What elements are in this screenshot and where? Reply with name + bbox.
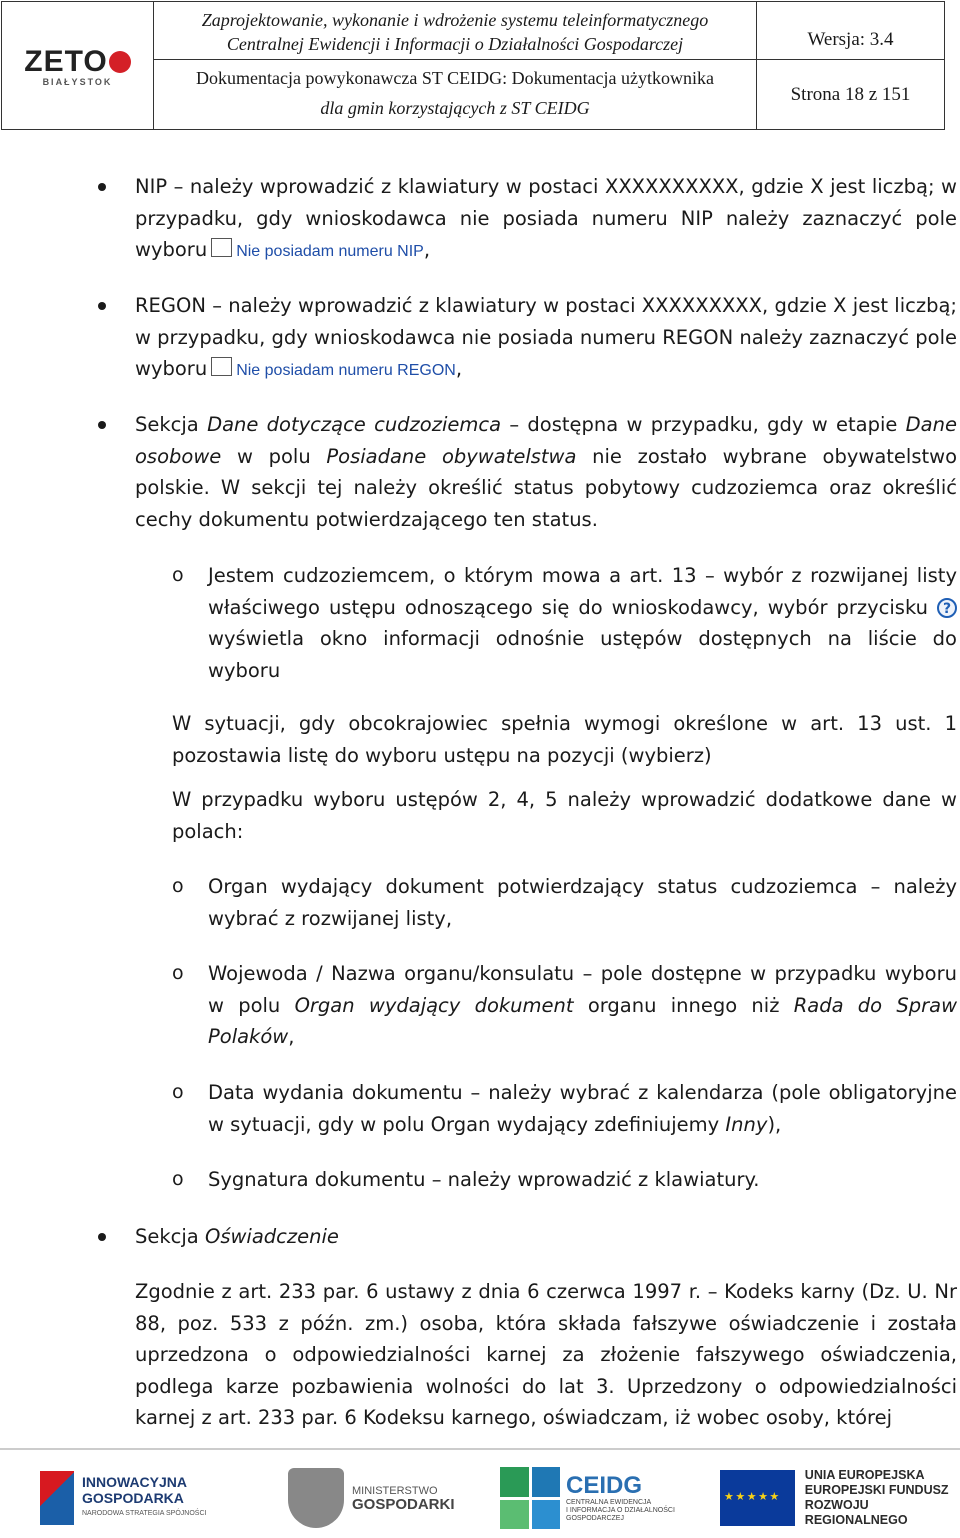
paragraph-w-sytuacji: W sytuacji, gdy obcokrajowiec spełnia wymogi określone w art. 13 ust. 1 pozostawia listę do wyboru ustępu na pozycji (wybierz): [172, 712, 957, 767]
item-organ: Organ wydający dokument potwierdzający status cudzoziemca – należy wybrać z rozwijanej listy,: [208, 875, 957, 930]
item-data-text-b: Inny: [725, 1112, 768, 1136]
project-title-line2: Centralnej Ewidencji i Informacji o Działalności Gospodarczej: [226, 34, 684, 54]
sekcja-cudzoziemca-text-d: Posiadane obywatelstwa: [326, 444, 577, 468]
unia-europejska-logo: [720, 1468, 960, 1528]
item-jestem-cudzoziemcem: [208, 560, 957, 686]
checkbox-icon[interactable]: [211, 357, 232, 376]
bullet-icon: [98, 1233, 108, 1243]
mg-line1: MINISTERSTWO: [352, 1484, 438, 1497]
nip-checkbox-label[interactable]: Nie posiadam numeru NIP: [236, 243, 424, 260]
eu-flag-icon: [720, 1470, 795, 1526]
circle-bullet-icon: o: [172, 962, 184, 984]
checkbox-icon[interactable]: [211, 238, 232, 257]
item-sygnatura: Sygnatura dokumentu – należy wprowadzić z klawiatury.: [208, 1168, 760, 1191]
document-header: [1, 1, 945, 130]
ceidg-mark-icon: [500, 1467, 560, 1529]
sekcja-oswiadczenie-name: Oświadczenie: [204, 1225, 339, 1248]
circle-bullet-icon: o: [172, 1168, 184, 1190]
bullet-icon: [98, 421, 108, 431]
paragraph-w-przypadku: W przypadku wyboru ustępów 2, 4, 5 należy wprowadzić dodatkowe dane w polach:: [172, 788, 957, 843]
zeto-logo: [2, 2, 154, 129]
item-wojewoda-text-b: Organ wydający dokument: [294, 993, 574, 1017]
item-data-text-a: Data wydania dokumentu – należy wybrać z kalendarza (pole obligatoryjne w sytuacji, gdy w polu Organ wydający zdefiniujemy: [208, 1081, 957, 1136]
circle-bullet-icon: o: [172, 564, 184, 586]
item-wojewoda-text-c: organu innego niż: [587, 993, 780, 1017]
ceidg-name: CEIDG: [566, 1472, 643, 1499]
project-title-line1: Zaprojektowanie, wykonanie i wdrożenie systemu teleinformatycznego: [201, 10, 709, 30]
circle-bullet-icon: o: [172, 875, 184, 897]
regon-checkbox-label[interactable]: Nie posiadam numeru REGON: [236, 362, 456, 379]
version-label: Wersja: 3.4: [807, 29, 894, 50]
item-jestem-text-b: wyświetla okno informacji odnośnie ustępów dostępnych na liście do wyboru: [208, 627, 957, 682]
item-jestem-text-a: Jestem cudzoziemcem, o którym mowa a art. 13 – wybór z rozwijanej listy właściwego ustępu odnoszącego się do wnioskodawcy, wybór przycisku: [208, 564, 957, 619]
sekcja-cudzoziemca-text-b: Dane osobowe: [135, 413, 957, 468]
help-icon[interactable]: ?: [937, 598, 957, 618]
ceidg-line1: CENTRALNA EWIDENCJA: [566, 1499, 652, 1506]
item-wojewoda-text-d: Rada do Spraw Polaków: [208, 993, 958, 1048]
paragraph-sekcja-oswiadczenie: [135, 1221, 957, 1253]
sekcja-cudzoziemca-text-e: nie zostało wybrane obywatelstwo polskie. W sekcji tej należy określić status pobytowy cudzoziemca oraz określić cechy dokumentu potwierdzającego ten status.: [135, 444, 958, 531]
eu-line2: EUROPEJSKI FUNDUSZ: [804, 1483, 949, 1497]
page-number: Strona 18 z 151: [790, 83, 911, 105]
zeto-logo-subtext: BIAŁYSTOK: [42, 76, 113, 87]
ministerstwo-gospodarki-logo: [288, 1468, 455, 1528]
version-cell: [757, 2, 944, 60]
ig-flag-icon: [40, 1471, 74, 1525]
item-wojewoda: Wojewoda / Nazwa organu/konsulatu – pole dostępne w przypadku wyboru w polu Organ wydający dokument organu innego niż Rada do Spraw Polaków,: [208, 962, 958, 1048]
bullet-icon: [98, 183, 108, 193]
ig-line2: GOSPODARKA: [82, 1490, 184, 1506]
innowacyjna-gospodarka-logo: [40, 1468, 206, 1528]
ceidg-line3: GOSPODARCZEJ: [566, 1515, 624, 1522]
document-footer: [0, 1448, 960, 1538]
circle-bullet-icon: o: [172, 1081, 184, 1103]
ceidg-logo: [500, 1468, 675, 1528]
zeto-logo-text: ZETO: [24, 44, 108, 78]
sekcja-cudzoziemca-text-c: w polu: [236, 444, 311, 468]
eagle-emblem-icon: [288, 1468, 344, 1528]
page-number-cell: [757, 60, 944, 129]
document-title-line1: Dokumentacja powykonawcza ST CEIDG: Dokumentacja użytkownika: [195, 68, 715, 88]
sekcja-word: Sekcja: [135, 413, 199, 436]
paragraph-nip: NIP – należy wprowadzić z klawiatury w postaci XXXXXXXXXX, gdzie X jest liczbą; w przypadku, gdy wnioskodawca nie posiada numeru NIP należy zaznaczyć pole wyboru Nie posiadam numeru NIP,: [135, 175, 957, 261]
paragraph-zgodnie: Zgodnie z art. 233 par. 6 ustawy z dnia 6 czerwca 1997 r. – Kodeks karny (Dz. U. Nr 88, poz. 533 z późn. zm.) osoba, która składa fałszywe oświadczenie i została uprzedzona o odpowiedzialności karnej za złożenie fałszywego oświadczenia, podlega karze pozbawienia wolności do lat 3. Uprzedzony o odpowiedzialności karnej z art. 233 par. 6 Kodeksu karnego, oświadczam, iż wobec osoby, której: [135, 1280, 957, 1429]
sekcja-cudzoziemca-name: Dane dotyczące cudzoziemca: [207, 413, 502, 436]
item-wojewoda-text-a: Wojewoda / Nazwa organu/konsulatu – pole dostępne w przypadku wyboru w polu: [208, 962, 957, 1017]
ig-line3: NARODOWA STRATEGIA SPÓJNOŚCI: [82, 1510, 207, 1517]
bullet-icon: [98, 302, 108, 312]
sekcja-word: Sekcja: [135, 1225, 199, 1248]
eu-line1: UNIA EUROPEJSKA: [804, 1468, 925, 1482]
mg-line2: GOSPODARKI: [352, 1495, 455, 1513]
document-title-line2: dla gmin korzystających z ST CEIDG: [320, 98, 590, 118]
eu-line3: ROZWOJU REGIONALNEGO: [804, 1498, 908, 1527]
paragraph-regon: REGON – należy wprowadzić z klawiatury w postaci XXXXXXXXX, gdzie X jest liczbą; w przypadku, gdy wnioskodawca nie posiada numeru REGON należy zaznaczyć pole wyboru Nie posiadam numeru REGON,: [135, 294, 957, 380]
ceidg-line2: I INFORMACJA O DZIAŁALNOŚCI: [566, 1507, 675, 1514]
document-title: [154, 60, 757, 129]
nip-text: NIP – należy wprowadzić z klawiatury w postaci XXXXXXXXXX, gdzie X jest liczbą; w przypadku, gdy wnioskodawca nie posiada numeru NIP należy zaznaczyć pole wyboru: [135, 175, 957, 261]
paragraph-sekcja-cudzoziemca: [135, 409, 957, 535]
ig-line1: INNOWACYJNA: [82, 1474, 188, 1490]
item-data-wydania: Data wydania dokumentu – należy wybrać z kalendarza (pole obligatoryjne w sytuacji, gdy w polu Organ wydający zdefiniujemy Inny),: [208, 1081, 957, 1136]
zeto-logo-dot-icon: [109, 51, 131, 73]
regon-text: REGON – należy wprowadzić z klawiatury w postaci XXXXXXXXX, gdzie X jest liczbą; w przypadku, gdy wnioskodawca nie posiada numeru REGON należy zaznaczyć pole wyboru: [135, 294, 957, 380]
sekcja-cudzoziemca-text-a: – dostępna w przypadku, gdy w etapie: [509, 413, 898, 436]
project-title: [154, 2, 757, 60]
